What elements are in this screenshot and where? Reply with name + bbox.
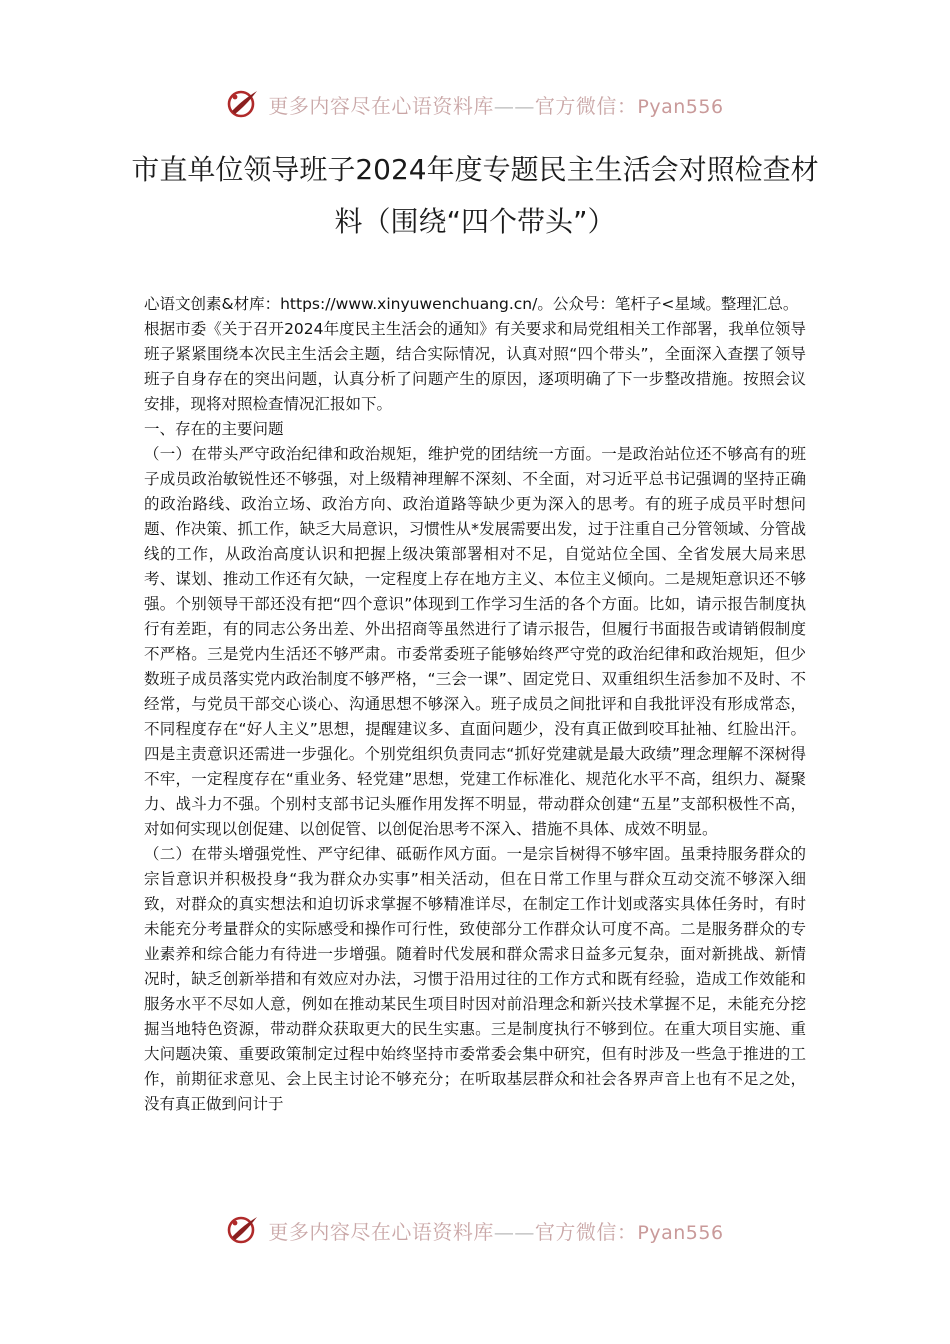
watermark-handle: Pyan556 — [637, 95, 724, 118]
watermark-label: 官方微信： — [534, 1219, 638, 1244]
watermark-text — [268, 90, 723, 119]
watermark-label: 官方微信： — [534, 93, 638, 118]
watermark-handle: Pyan556 — [637, 1221, 724, 1244]
document-title: 市直单位领导班子2024年度专题民主生活会对照检查材料（围绕“四个带头”） — [131, 153, 819, 238]
document-body — [144, 292, 806, 1117]
watermark-banner-bottom — [0, 1208, 950, 1252]
brush-pen-logo-icon — [226, 87, 260, 121]
watermark-slogan: 更多内容尽在心语资料库 — [268, 93, 494, 118]
watermark-banner-top — [0, 82, 950, 126]
subsection-1-paragraph: （一）在带头严守政治纪律和政治规矩，维护党的团结统一方面。一是政治站位还不够高有的班子成员政治敏锐性还不够强，对上级精神理解不深刻、不全面，对习近平总书记强调的坚持正确的政治路线、政治立场、政治方向、政治道路等缺少更为深入的思考。有的班子成员平时想问题、作决策、抓工作，缺乏大局意识，习惯性从*发展需要出发，过于注重自己分管领域、分管战线的工作，从政治高度认识和把握上级决策部署相对不足，自觉站位全国、全省发展大局来思考、谋划、推动工作还有欠缺，一定程度上存在地方主义、本位主义倾向。二是规矩意识还不够强。个别领导干部还没有把“四个意识”体现到工作学习生活的各个方面。比如，请示报告制度执行有差距，有的同志公务出差、外出招商等虽然进行了请示报告，但履行书面报告或请销假制度不严格。三是党内生活还不够严肃。市委常委班子能够始终严守党的政治纪律和政治规矩，但少数班子成员落实党内政治制度不够严格，“三会一课”、固定党日、双重组织生活参加不及时、不经常，与党员干部交心谈心、沟通思想不够深入。班子成员之间批评和自我批评没有形成常态，不同程度存在“好人主义”思想，提醒建议多、直面问题少，没有真正做到咬耳扯袖、红脸出汗。四是主责意识还需进一步强化。个别党组织负责同志“抓好党建就是最大政绩”理念理解不深树得不牢，一定程度存在“重业务、轻党建”思想，党建工作标准化、规范化水平不高，组织力、凝聚力、战斗力不强。个别村支部书记头雁作用发挥不明显，带动群众创建“五星”支部积极性不高，对如何实现以创促建、以创促管、以创促治思考不深入、措施不具体、成效不明显。 — [144, 445, 806, 838]
source-note-paragraph: 心语文创素&材库：https://www.xinyuwenchuang.cn/。公众号：笔杆子<星域。整理汇总。 — [144, 295, 799, 313]
subsection-2-paragraph: （二）在带头增强党性、严守纪律、砥砺作风方面。一是宗旨树得不够牢固。虽秉持服务群众的宗旨意识并积极投身“我为群众办实事”相关活动，但在日常工作里与群众互动交流不够深入细致，对群众的真实想法和迫切诉求掌握不够精准详尽，在制定工作计划或落实具体任务时，有时未能充分考量群众的实际感受和操作可行性，致使部分工作群众认可度不高。二是服务群众的专业素养和综合能力有待进一步增强。随着时代发展和群众需求日益多元复杂，面对新挑战、新情况时，缺乏创新举措和有效应对办法，习惯于沿用过往的工作方式和既有经验，造成工作效能和服务水平不尽如人意，例如在推动某民生项目时因对前沿理念和新兴技术掌握不足，未能充分挖掘当地特色资源，带动群众获取更大的民生实惠。三是制度执行不够到位。在重大项目实施、重大问题决策、重要政策制定过程中始终坚持市委常委会集中研究，但有时涉及一些急于推进的工作，前期征求意见、会上民主讨论不够充分；在听取基层群众和社会各界声音上也有不足之处，没有真正做到问计于 — [144, 845, 806, 1113]
watermark-slogan: 更多内容尽在心语资料库 — [268, 1219, 494, 1244]
watermark-separator: —— — [493, 1219, 535, 1244]
intro-paragraph: 根据市委《关于召开2024年度民主生活会的通知》有关要求和局党组相关工作部署，我单位领导班子紧紧围绕本次民主生活会主题，结合实际情况，认真对照“四个带头”，全面深入查摆了领导班子自身存在的突出问题，认真分析了问题产生的原因，逐项明确了下一步整改措施。按照会议安排，现将对照检查情况汇报如下。 — [144, 320, 806, 413]
watermark-separator: —— — [493, 93, 535, 118]
section-heading: 一、存在的主要问题 — [144, 420, 284, 438]
brush-pen-logo-icon — [226, 1213, 260, 1247]
watermark-text — [268, 1216, 723, 1245]
